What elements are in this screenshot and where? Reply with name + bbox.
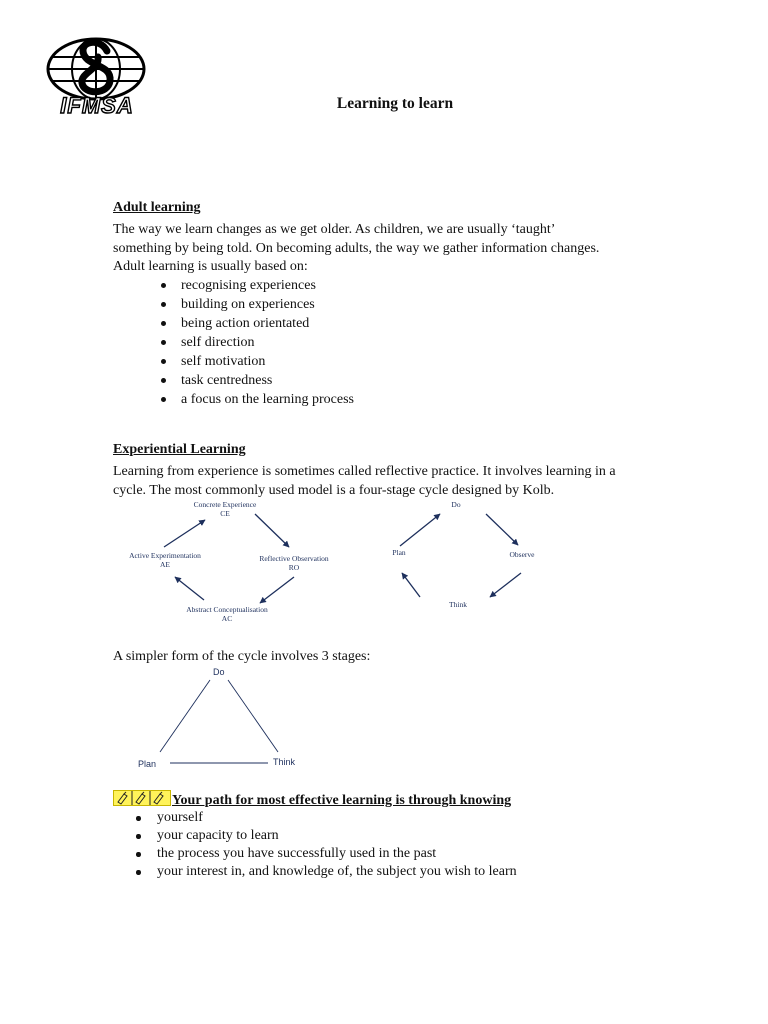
adult-learning-paragraph: [113, 221, 673, 277]
list-item: a focus on the learning process: [181, 392, 354, 407]
label-line: AE: [160, 560, 170, 569]
page-title: Learning to learn: [336, 95, 454, 112]
adult-learning-list: [181, 276, 354, 409]
paragraph-line: Adult learning is usually based on:: [113, 259, 308, 275]
label-line: Active Experimentation: [129, 551, 201, 560]
paragraph-line: cycle. The most commonly used model is a four-stage cycle designed by Kolb.: [113, 482, 555, 498]
list-item: your interest in, and knowledge of, the subject you wish to learn: [157, 864, 517, 879]
label-line: CE: [220, 509, 230, 518]
triangle-edge-do-think: [228, 680, 278, 752]
adult-learning-heading: Adult learning: [113, 200, 201, 215]
arrow-ro-to-ac: [260, 577, 294, 603]
pen-icons: [115, 791, 169, 805]
label-line: RO: [288, 563, 300, 572]
list-item: your capacity to learn: [157, 827, 517, 845]
label-line: Abstract Conceptualisation: [186, 605, 268, 614]
arrow-do-to-observe: [486, 514, 518, 545]
kolb-active-experimentation-label: [118, 551, 212, 569]
arrow-ce-to-ro: [255, 514, 289, 547]
label-line: AC: [221, 614, 233, 623]
experiential-learning-paragraph: [113, 463, 693, 500]
experiential-learning-heading: Experiential Learning: [113, 442, 246, 457]
triangle-plan-label: Plan: [138, 759, 157, 769]
list-item: being action orientated: [181, 314, 354, 333]
triangle-think-label: Think: [273, 757, 296, 767]
arrow-think-to-plan: [402, 573, 420, 597]
path-section: [113, 790, 511, 809]
list-item: task centredness: [181, 371, 354, 390]
arrow-ac-to-ae: [175, 577, 204, 600]
arrow-ae-to-ce: [164, 520, 205, 547]
paragraph-line: Learning from experience is sometimes called reflective practice. It involves learning in a: [113, 464, 616, 479]
list-item: building on experiences: [181, 295, 354, 314]
cycle-do-label: Do: [451, 500, 461, 509]
list-item: self direction: [181, 333, 354, 352]
paragraph-line: something by being told. On becoming adults, the way we gather information changes.: [113, 240, 600, 256]
kolb-reflective-observation-label: [248, 554, 340, 572]
list-item: yourself: [157, 809, 517, 827]
triangle-edge-do-plan: [160, 680, 210, 752]
three-stage-intro: A simpler form of the cycle involves 3 stages:: [113, 649, 371, 664]
paragraph-line: The way we learn changes as we get older. As children, we are usually ‘taught’: [113, 222, 556, 237]
label-line: Concrete Experience: [193, 500, 257, 509]
list-item: the process you have successfully used in the past: [157, 845, 517, 863]
path-heading: Your path for most effective learning is through knowing: [172, 793, 512, 808]
label-line: Reflective Observation: [259, 554, 329, 563]
logo-text: IFMSA: [60, 93, 134, 118]
cycle-observe-label: Observe: [509, 550, 535, 559]
list-item: self motivation: [181, 352, 354, 371]
cycle-think-label: Think: [449, 600, 467, 609]
arrow-plan-to-do: [400, 514, 440, 546]
triangle-do-label: Do: [213, 667, 225, 677]
highlight-badge: [113, 790, 171, 806]
arrow-observe-to-think: [490, 573, 521, 597]
kolb-concrete-experience-label: [175, 500, 275, 518]
list-item: recognising experiences: [181, 276, 354, 295]
path-list: [157, 809, 517, 881]
kolb-abstract-conceptualisation-label: [174, 605, 280, 623]
cycle-plan-label: Plan: [392, 548, 406, 557]
